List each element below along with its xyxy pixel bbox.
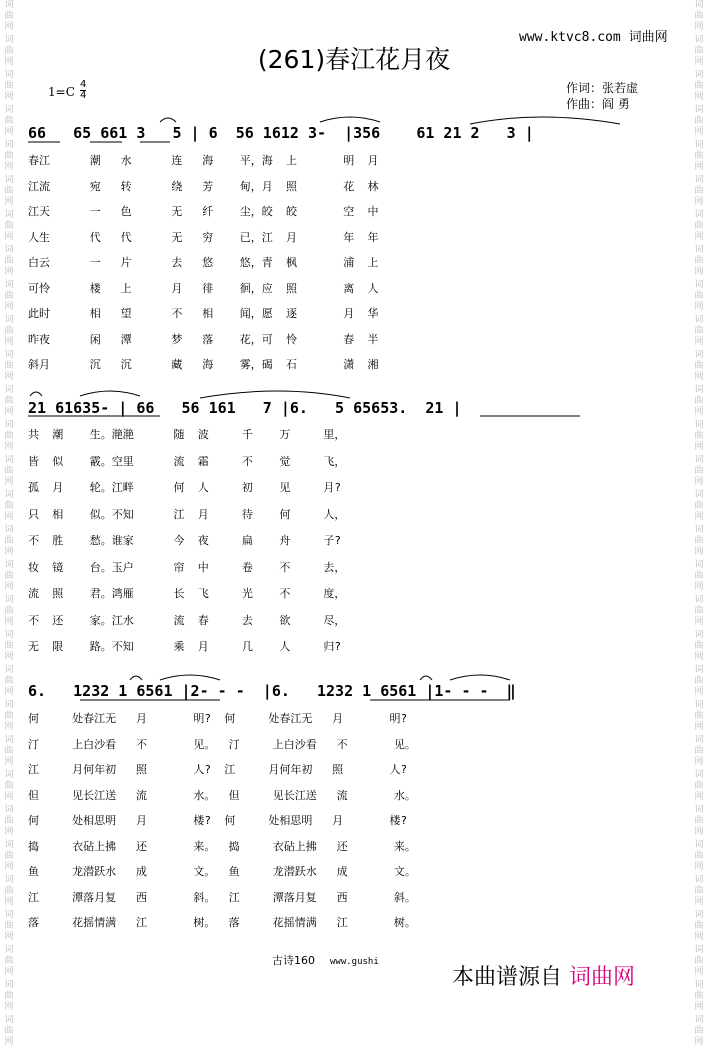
watermark-text: 词 曲 网 bbox=[694, 105, 704, 137]
footer-label: 古诗160 bbox=[272, 954, 315, 967]
watermark-text: 词 曲 网 bbox=[694, 385, 704, 417]
watermark-text: 词 曲 网 bbox=[4, 0, 14, 32]
left-watermark bbox=[2, 0, 16, 1047]
watermark-text: 词 曲 网 bbox=[4, 175, 14, 207]
lyric-line: 此时 相 望 不 相 闻，愿 逐 月 华 bbox=[28, 307, 379, 320]
right-watermark bbox=[692, 0, 706, 1047]
watermark-text: 词 曲 网 bbox=[4, 1015, 14, 1047]
lyric-line: 江流 宛 转 绕 芳 甸，月 照 花 林 bbox=[28, 179, 379, 193]
watermark-text: 词 曲 网 bbox=[694, 175, 704, 207]
source-credit bbox=[452, 960, 635, 991]
lyric-line: 人生 代 代 无 穷 已，江 月 年 年 bbox=[28, 230, 379, 244]
source-label: 本曲谱源自 bbox=[452, 965, 563, 990]
watermark-text: 词 曲 网 bbox=[4, 665, 14, 697]
watermark-text: 词 曲 网 bbox=[4, 840, 14, 872]
lyric-line: 落 花摇情满 江 树。 落 花摇情满 江 树。 bbox=[28, 916, 416, 929]
watermark-text: 词 曲 网 bbox=[4, 350, 14, 382]
watermark-text: 词 曲 网 bbox=[4, 140, 14, 172]
lyricist: 作词：张若虚 bbox=[566, 81, 639, 95]
watermark-text: 词 曲 网 bbox=[4, 525, 14, 557]
watermark-text: 词 曲 网 bbox=[4, 490, 14, 522]
watermark-text: 词 曲 网 bbox=[4, 280, 14, 312]
watermark-text: 词 曲 网 bbox=[4, 980, 14, 1012]
footer-url: www.gushi bbox=[330, 957, 379, 967]
time-signature: $\frac{4}{4}$ bbox=[80, 79, 87, 101]
lyric-line: 汀 上白沙看 不 见。 汀 上白沙看 不 见。 bbox=[28, 737, 416, 751]
watermark-text: 词 曲 网 bbox=[694, 280, 704, 312]
watermark-text: 词 曲 网 bbox=[4, 210, 14, 242]
lyric-line: 捣 衣砧上拂 还 来。 捣 衣砧上拂 还 来。 bbox=[28, 839, 416, 853]
lyric-line: 孤 月 轮。江畔 何 人 初 见 月? bbox=[28, 481, 342, 494]
lyric-line: 白云 一 片 去 悠 悠，青 枫 浦 上 bbox=[28, 256, 379, 269]
source-brand: 词曲网 bbox=[569, 965, 636, 990]
watermark-text: 词 曲 网 bbox=[694, 350, 704, 382]
watermark-text: 词 曲 网 bbox=[4, 805, 14, 837]
watermark-text: 词 曲 网 bbox=[4, 315, 14, 347]
lyric-line: 斜月 沉 沉 藏 海 雾，碣 石 潇 湘 bbox=[28, 358, 379, 371]
composer: 作曲：阎 勇 bbox=[566, 97, 630, 111]
watermark-text: 词 曲 网 bbox=[694, 0, 704, 32]
lyric-line: 春江 潮 水 连 海 平，海 上 明 月 bbox=[28, 154, 379, 167]
slur-marks-row-1 bbox=[20, 112, 690, 148]
watermark-text: 词 曲 网 bbox=[4, 420, 14, 452]
watermark-text: 词 曲 网 bbox=[4, 385, 14, 417]
page-title: (261)春江花月夜 bbox=[257, 45, 451, 74]
watermark-text: 词 曲 网 bbox=[4, 105, 14, 137]
notation-row-2: 21 61635- | 66 56 161 7 |6. 5 65653. 21 | bbox=[28, 399, 462, 417]
notation-row-3: 6. 1232 1 6561 |2- - - |6. 1232 1 6561 |1- - - ‖ bbox=[28, 682, 516, 700]
lyric-line: 鱼 龙潜跃水 成 文。 鱼 龙潜跃水 成 文。 bbox=[28, 865, 416, 878]
watermark-text: 词 曲 网 bbox=[694, 210, 704, 242]
slur-marks-row-2 bbox=[20, 386, 690, 422]
lyric-line: 何 处春江无 月 明? 何 处春江无 月 明? bbox=[28, 712, 408, 725]
watermark-text: 词 曲 网 bbox=[694, 875, 704, 907]
lyric-line: 流 照 君。鸿雁 长 飞 光 不 度， bbox=[28, 587, 346, 600]
lyric-line: 只 相 似。不知 江 月 待 何 人， bbox=[28, 507, 346, 521]
lyric-line: 但 见长江送 流 水。 但 见长江送 流 水。 bbox=[28, 788, 416, 802]
watermark-text: 词 曲 网 bbox=[4, 70, 14, 102]
lyric-line: 不 还 家。江水 流 春 去 欲 尽， bbox=[28, 613, 346, 627]
watermark-text: 词 曲 网 bbox=[694, 315, 704, 347]
watermark-text: 词 曲 网 bbox=[4, 455, 14, 487]
watermark-text: 词 曲 网 bbox=[4, 35, 14, 67]
lyric-line: 江 潭落月复 西 斜。 江 潭落月复 西 斜。 bbox=[28, 890, 416, 904]
watermark-text: 词 曲 网 bbox=[694, 980, 704, 1012]
watermark-text: 词 曲 网 bbox=[4, 700, 14, 732]
lyric-line: 皆 似 霰。空里 流 霜 不 觉 飞， bbox=[28, 454, 346, 468]
watermark-text: 词 曲 网 bbox=[694, 525, 704, 557]
watermark-text: 词 曲 网 bbox=[694, 735, 704, 767]
watermark-text: 词 曲 网 bbox=[694, 245, 704, 277]
watermark-text: 词 曲 网 bbox=[694, 665, 704, 697]
watermark-text: 词 曲 网 bbox=[4, 875, 14, 907]
watermark-text: 词 曲 网 bbox=[4, 630, 14, 662]
watermark-text: 词 曲 网 bbox=[694, 595, 704, 627]
watermark-text: 词 曲 网 bbox=[4, 910, 14, 942]
lyric-line: 昨夜 闲 潭 梦 落 花，可 怜 春 半 bbox=[28, 332, 379, 346]
notation-row-1: 66 65 661 3 5 | 6 56 1612 3- |356 61 21 2 3 | bbox=[28, 124, 534, 142]
key-signature: 1=C bbox=[48, 85, 75, 99]
watermark-text: 词 曲 网 bbox=[4, 945, 14, 977]
watermark-text: 词 曲 网 bbox=[694, 700, 704, 732]
watermark-text: 词 曲 网 bbox=[694, 420, 704, 452]
watermark-text: 词 曲 网 bbox=[4, 770, 14, 802]
lyric-line: 江天 一 色 无 纤 尘，皎 皎 空 中 bbox=[28, 205, 379, 218]
watermark-text: 词 曲 网 bbox=[4, 735, 14, 767]
watermark-text: 词 曲 网 bbox=[694, 35, 704, 67]
watermark-text: 词 曲 网 bbox=[694, 560, 704, 592]
watermark-text: 词 曲 网 bbox=[694, 140, 704, 172]
site-url: www.ktvc8.com 词曲网 bbox=[519, 30, 668, 45]
slur-marks-row-3 bbox=[20, 670, 690, 706]
lyric-line: 无 限 路。不知 乘 月 几 人 归? bbox=[28, 640, 342, 653]
watermark-text: 词 曲 网 bbox=[694, 770, 704, 802]
watermark-text: 词 曲 网 bbox=[4, 595, 14, 627]
lyric-line: 妆 镜 台。玉户 帘 中 卷 不 去， bbox=[28, 560, 346, 574]
watermark-text: 词 曲 网 bbox=[4, 245, 14, 277]
watermark-text: 词 曲 网 bbox=[694, 490, 704, 522]
watermark-text: 词 曲 网 bbox=[694, 70, 704, 102]
lyric-line: 不 胜 愁。谁家 今 夜 扁 舟 子? bbox=[28, 534, 342, 547]
watermark-text: 词 曲 网 bbox=[694, 805, 704, 837]
lyric-line: 共 潮 生。滟滟 随 波 千 万 里， bbox=[28, 428, 346, 441]
watermark-text: 词 曲 网 bbox=[694, 1015, 704, 1047]
lyric-line: 何 处相思明 月 楼? 何 处相思明 月 楼? bbox=[28, 814, 408, 827]
lyric-line: 可怜 楼 上 月 徘 徊，应 照 离 人 bbox=[28, 281, 379, 295]
watermark-text: 词 曲 网 bbox=[694, 910, 704, 942]
watermark-text: 词 曲 网 bbox=[4, 560, 14, 592]
watermark-text: 词 曲 网 bbox=[694, 630, 704, 662]
watermark-text: 词 曲 网 bbox=[694, 455, 704, 487]
watermark-text: 词 曲 网 bbox=[694, 945, 704, 977]
lyric-line: 江 月何年初 照 人? 江 月何年初 照 人? bbox=[28, 763, 408, 776]
watermark-text: 词 曲 网 bbox=[694, 840, 704, 872]
